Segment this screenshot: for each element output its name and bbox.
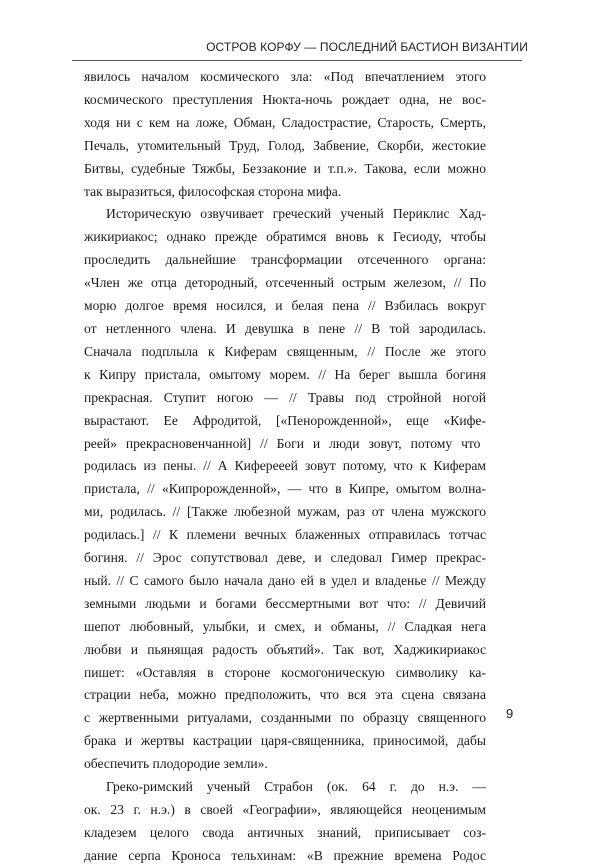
text-line: явилось началом космического зла: «Под впечатлением этого xyxy=(84,69,486,84)
text-line: реей» прекрасновенчанной] // Боги и люди зовут, потому что xyxy=(84,435,481,451)
text-line: ходя ни с кем на ложе, Обман, Сладострастие, Старость, Смерть, xyxy=(84,114,486,130)
text-line: родилась из пены. // А Киферееей зовут потому, что к Киферам xyxy=(84,458,486,474)
text-line: кладезем целого свода античных знаний, приписывает соз- xyxy=(84,824,486,840)
text-line: Печаль, утомительный Труд, Голод, Забвение, Скорби, жестокие xyxy=(84,137,486,153)
text-line: обеспечить плодородие земли». xyxy=(84,756,268,772)
text-line: любви и пьянящая радость объятий». Так вот, Хаджикириакос xyxy=(84,641,486,657)
text-line: к Кипру пристала, омытому морем. // На берег вышла богиня xyxy=(84,366,486,382)
running-header: ОСТРОВ КОРФУ — ПОСЛЕДНИЙ БАСТИОН ВИЗАНТИИ xyxy=(206,40,528,54)
header-rule xyxy=(72,60,522,61)
text-line: «Член же отца детородный, отсеченный острым железом, // По xyxy=(84,275,486,291)
text-line: от нетленного члена. И девушка в пене // В той зародилась. xyxy=(84,320,486,336)
text-line: Греко-римский ученый Страбон (ок. 64 г. до н.э. — xyxy=(106,779,486,795)
body-text xyxy=(84,66,486,868)
text-line: страции неба, можно предположить, что вся эта сцена связана xyxy=(84,687,486,703)
text-line: прекрасная. Ступит ногою — // Травы под стройной ногой xyxy=(84,389,486,405)
text-line: дание серпа Кроноса тельхинам: «В прежние времена Родос xyxy=(84,847,486,863)
text-line: брака и жертвы кастрации царя-священника, приносимой, дабы xyxy=(84,733,486,749)
text-line: земными людьми и богами бессмертными вот что: // Девичий xyxy=(84,595,486,611)
text-line: космического преступления Нюкта-ночь рождает одна, не вос- xyxy=(84,91,486,107)
text-line: вырастают. Ее Афродитой, [«Пенорожденной», еще «Кифе- xyxy=(84,412,486,428)
text-line: богиня. // Эрос сопутствовал деве, и следовал Гимер прекрас- xyxy=(84,550,486,566)
text-line: Сначала подплыла к Киферам священным, // После же этого xyxy=(84,343,486,359)
text-line: пишет: «Оставляя в стороне космогоническую символику ка- xyxy=(84,664,486,680)
text-line: проследить дальнейшие трансформации отсеченного органа: xyxy=(84,252,486,268)
text-line: так выразиться, философская сторона мифа. xyxy=(84,183,342,199)
text-line: пристала, // «Кипророжденной», — что в Кипре, омытом волна- xyxy=(84,481,486,497)
text-line: Историческую озвучивает греческий ученый Периклис Хад- xyxy=(106,206,486,222)
text-line: ми, родилась. // [Также любезной мужам, раз от члена мужского xyxy=(84,504,486,520)
text-line: ок. 23 г. н.э.) в своей «Географии», являющейся неоценимым xyxy=(84,802,486,817)
page-number: 9 xyxy=(506,706,514,721)
text-line: шепот любовный, улыбки, и смех, и обманы, // Сладкая нега xyxy=(84,618,486,634)
text-line: родилась.] // К племени вечных блаженных отправилась тотчас xyxy=(84,527,486,543)
text-line: ный. // С самого было начала дано ей в удел и владенье // Между xyxy=(84,572,486,588)
text-line: жикириакос; однако прежде обратимся вновь к Гесиоду, чтобы xyxy=(84,229,486,245)
text-line: с жертвенными ритуалами, созданными по образцу священного xyxy=(84,710,486,726)
text-line: Битвы, судебные Тяжбы, Беззаконие и т.п.». Такова, если можно xyxy=(84,160,486,176)
text-line: морю долгое время носился, и белая пена // Взбилась вокруг xyxy=(84,298,486,314)
